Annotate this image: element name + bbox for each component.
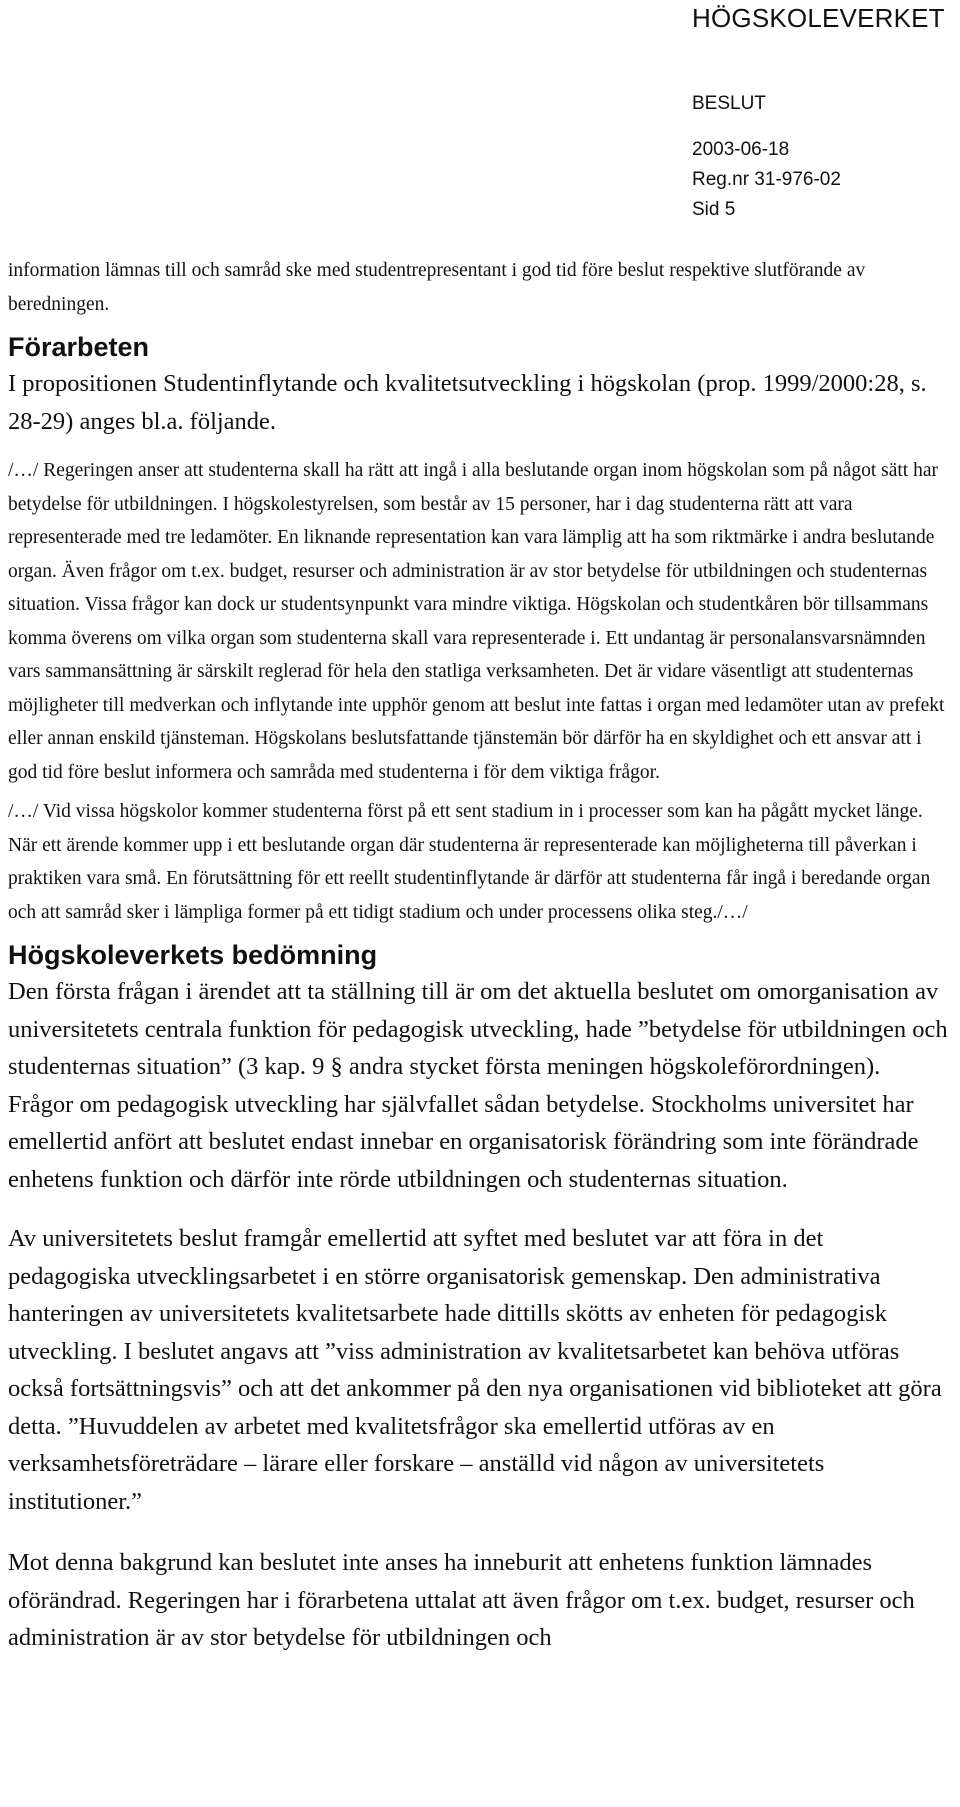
letterhead	[692, 0, 960, 220]
section-heading-forarbeten: Förarbeten	[8, 332, 150, 362]
registration-number: Reg.nr 31-976-02	[692, 169, 841, 190]
document-type: BESLUT	[692, 93, 766, 114]
organization-name: HÖGSKOLEVERKET	[692, 3, 945, 33]
intro-paragraph: information lämnas till och samråd ske med studentrepresentant i god tid före beslut respektive slutförande av beredningen.	[8, 260, 866, 315]
document-date: 2003-06-18	[692, 139, 790, 160]
document-body	[8, 254, 948, 1657]
bedomning-paragraph-3: Mot denna bakgrund kan beslutet inte anses ha inneburit att enhetens funktion lämnades oförändrad. Regeringen har i förarbetena uttalat att även frågor om t.ex. budget, resurser och administration är av stor betydelse för utbildningen och	[8, 1549, 915, 1651]
bedomning-paragraph-1: Den första frågan i ärendet att ta ställning till är om det aktuella beslutet om omorganisation av universitetets centrala funktion för pedagogisk utveckling, hade ”betydelse för utbildningen och studenternas situation” (3 kap. 9 § andra stycket första meningen högskoleförordningen). Frågor om pedagogisk utveckling har självfallet sådan betydelse. Stockholms universitet har emellertid anfört att beslutet endast innebar en organisatorisk förändring som inte förändrade enhetens funktion och därför inte rörde utbildningen och studenternas situation.	[8, 978, 948, 1193]
page-number: Sid 5	[692, 199, 736, 220]
proposition-quote-1: /…/ Regeringen anser att studenterna skall ha rätt att ingå i alla beslutande organ inom högskolan som på något sätt har betydelse för utbildningen. I högskolestyrelsen, som består av 15 personer, har i dag studenterna rätt att vara representerade med tre ledamöter. En liknande representation kan vara lämplig att ha som riktmärke i andra beslutande organ. Även frågor om t.ex. budget, resurser och administration är av stor betydelse för utbildningen och studenternas situation. Vissa frågor kan dock ur studentsynpunkt vara mindre viktiga. Högskolan och studentkåren bör tillsammans komma överens om vilka organ som studenterna skall vara representerade i. Ett undantag är personalansvarsnämnden vars sammansättning är särskilt reglerad för hela den statliga verksamheten. Det är vidare väsentligt att studenternas möjligheter till medverkan och inflytande inte upphör genom att beslut inte fattas i organ med ledamöter utan av prefekt eller annan enskild tjänsteman. Högskolans beslutsfattande tjänstemän bör därför ha en skyldighet och ett ansvar att i god tid före beslut informera och samråda med studenterna i för dem viktiga frågor.	[8, 460, 945, 783]
bedomning-paragraph-2: Av universitetets beslut framgår emellertid att syftet med beslutet var att föra in det pedagogiska utvecklingsarbetet i en större organisatorisk gemenskap. Den administrativa hanteringen av universitetets kvalitetsarbete hade dittills skötts av enheten för pedagogisk utveckling. I beslutet angavs att ”viss administration av kvalitetsarbetet kan behöva utföras också fortsättningsvis” och att det ankommer på den nya organisationen vid biblioteket att göra detta. ”Huvuddelen av arbetet med kvalitetsfrågor ska emellertid utföras av en verksamhetsföreträdare – lärare eller forskare – anställd vid någon av universitetets institutioner.”	[8, 1225, 942, 1515]
section-heading-bedomning: Högskoleverkets bedömning	[8, 940, 378, 970]
forarbeten-lead: I propositionen Studentinflytande och kvalitetsutveckling i högskolan (prop. 1999/2000:28, s. 28-29) anges bl.a. följande.	[8, 370, 927, 435]
proposition-quote-2: /…/ Vid vissa högskolor kommer studenterna först på ett sent stadium in i processer som kan ha pågått mycket länge. När ett ärende kommer upp i ett beslutande organ där studenterna är representerade kan möjligheterna till påverkan i praktiken vara små. En förutsättning för ett reellt studentinflytande är därför att studenterna får ingå i beredande organ och att samråd sker i lämpliga former på ett tidigt stadium och under processens olika steg./…/	[8, 801, 931, 923]
